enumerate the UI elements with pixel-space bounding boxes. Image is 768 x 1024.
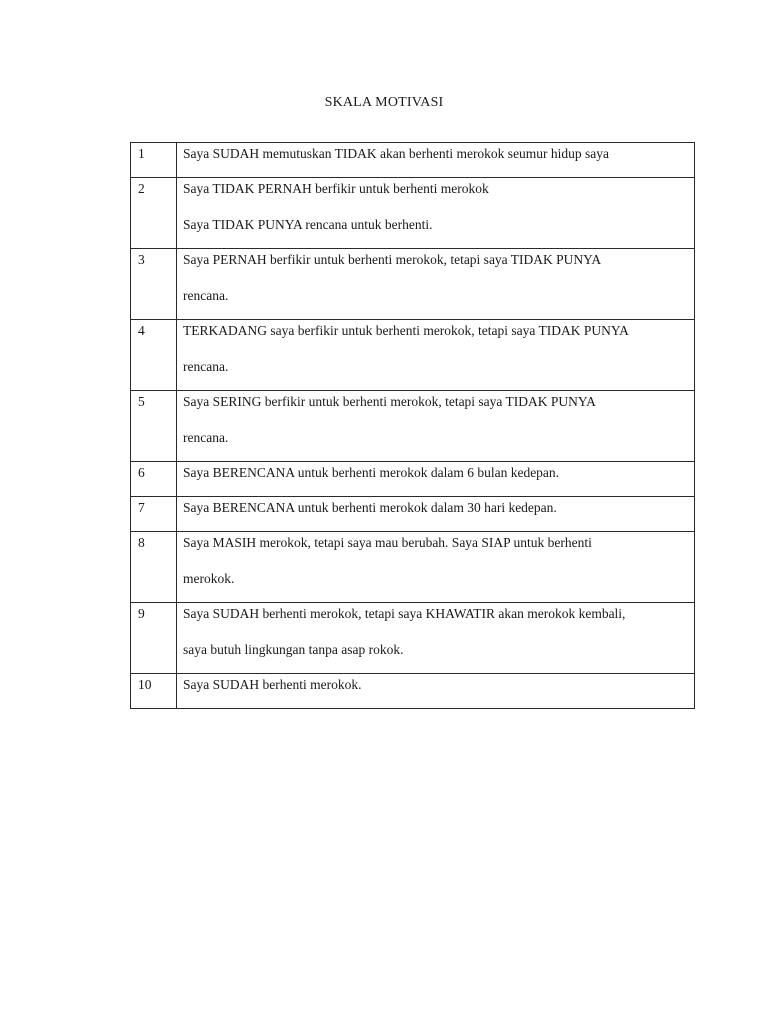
statement-cell [177, 462, 695, 497]
table-row [131, 462, 695, 497]
statement-cell [177, 674, 695, 709]
statement-line: Saya PERNAH berfikir untuk berhenti merokok, tetapi saya TIDAK PUNYA [183, 252, 602, 267]
statement-line: rencana. [183, 430, 229, 445]
row-number: 1 [131, 143, 177, 178]
statement-line: saya butuh lingkungan tanpa asap rokok. [183, 642, 404, 657]
table-row [131, 143, 695, 178]
statement-cell [177, 320, 695, 391]
row-number: 6 [131, 462, 177, 497]
statement-cell [177, 249, 695, 320]
statement-line: Saya SERING berfikir untuk berhenti merokok, tetapi saya TIDAK PUNYA [183, 394, 596, 409]
statement-line: rencana. [183, 288, 229, 303]
statement-line: Saya SUDAH memutuskan TIDAK akan berhenti merokok seumur hidup saya [183, 146, 610, 161]
row-number: 8 [131, 532, 177, 603]
statement-line: rencana. [183, 359, 229, 374]
statement-cell [177, 497, 695, 532]
row-number: 3 [131, 249, 177, 320]
table-row [131, 603, 695, 674]
page-title: SKALA MOTIVASI [324, 95, 444, 110]
statement-line: Saya SUDAH berhenti merokok. [183, 677, 362, 692]
statement-line: Saya MASIH merokok, tetapi saya mau berubah. Saya SIAP untuk berhenti [183, 535, 592, 550]
table-row [131, 532, 695, 603]
table-row [131, 249, 695, 320]
statement-cell [177, 603, 695, 674]
statement-line: Saya TIDAK PUNYA rencana untuk berhenti. [183, 217, 433, 232]
row-number: 7 [131, 497, 177, 532]
statement-line: merokok. [183, 571, 235, 586]
statement-line: Saya TIDAK PERNAH berfikir untuk berhenti merokok [183, 181, 489, 196]
table-row [131, 178, 695, 249]
statement-line: TERKADANG saya berfikir untuk berhenti merokok, tetapi saya TIDAK PUNYA [183, 323, 629, 338]
table-row [131, 497, 695, 532]
row-number: 5 [131, 391, 177, 462]
statement-cell [177, 143, 695, 178]
table-row [131, 320, 695, 391]
statement-cell [177, 178, 695, 249]
statement-cell [177, 391, 695, 462]
row-number: 9 [131, 603, 177, 674]
row-number: 2 [131, 178, 177, 249]
statement-line: Saya BERENCANA untuk berhenti merokok dalam 6 bulan kedepan. [183, 465, 560, 480]
statement-cell [177, 532, 695, 603]
table-row [131, 674, 695, 709]
row-number: 4 [131, 320, 177, 391]
motivation-scale-table [130, 142, 695, 709]
statement-line: Saya SUDAH berhenti merokok, tetapi saya KHAWATIR akan merokok kembali, [183, 606, 626, 621]
statement-line: Saya BERENCANA untuk berhenti merokok dalam 30 hari kedepan. [183, 500, 557, 515]
row-number: 10 [131, 674, 177, 709]
table-row [131, 391, 695, 462]
